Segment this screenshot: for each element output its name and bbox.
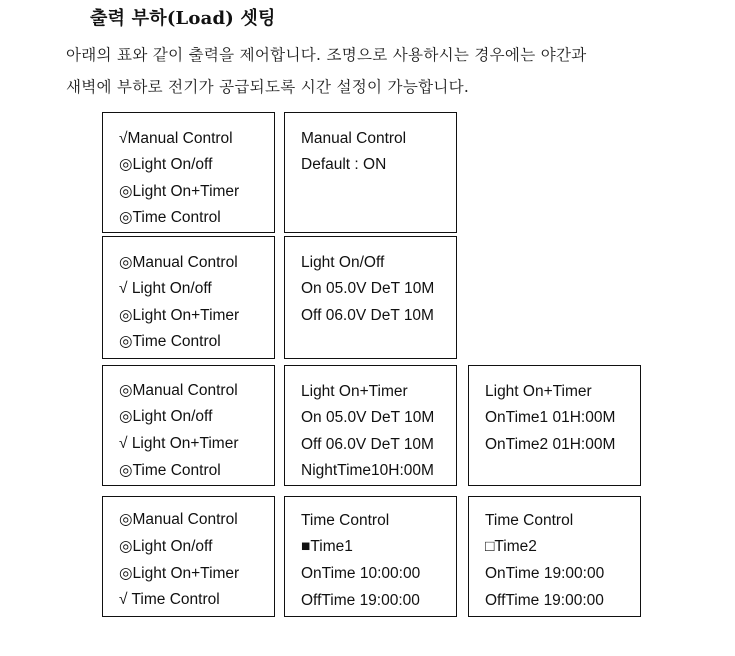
- detail-box-time-control-time1: [284, 496, 457, 617]
- extra-box-time-control-time2: [468, 496, 641, 617]
- extra-line: □Time2: [485, 538, 537, 555]
- detail-line: Off 06.0V DeT 10M: [301, 436, 434, 453]
- menu-box-light-onoff-selected: [102, 236, 275, 359]
- menu-line: ◎Time Control: [119, 462, 221, 479]
- menu-box-manual-control-selected: [102, 112, 275, 233]
- detail-line: Light On/Off: [301, 254, 385, 271]
- detail-line: Off 06.0V DeT 10M: [301, 307, 434, 324]
- detail-line: On 05.0V DeT 10M: [301, 409, 435, 426]
- extra-line: OffTime 19:00:00: [485, 592, 604, 609]
- detail-line: Default : ON: [301, 156, 387, 173]
- menu-line: √ Time Control: [119, 591, 220, 608]
- menu-line: ◎Time Control: [119, 209, 221, 226]
- extra-line: OnTime2 01H:00M: [485, 436, 616, 453]
- menu-line: ◎Light On/off: [119, 538, 213, 555]
- menu-line: ◎Manual Control: [119, 254, 238, 271]
- detail-line: OnTime 10:00:00: [301, 565, 421, 582]
- menu-line: ◎Light On/off: [119, 408, 213, 425]
- extra-box-light-on-timer: [468, 365, 641, 486]
- menu-box-time-control-selected: [102, 496, 275, 617]
- extra-line: OnTime 19:00:00: [485, 565, 605, 582]
- menu-line: √ Light On/off: [119, 280, 212, 297]
- menu-line: ◎Time Control: [119, 333, 221, 350]
- detail-line: ■Time1: [301, 538, 353, 555]
- menu-line: ◎Light On+Timer: [119, 307, 240, 324]
- menu-line: ◎Light On+Timer: [119, 565, 240, 582]
- description-line-1: 아래의 표와 같이 출력을 제어합니다. 조명으로 사용하시는 경우에는 야간과: [66, 46, 587, 64]
- detail-line: Manual Control: [301, 130, 407, 147]
- menu-line: ◎Manual Control: [119, 382, 238, 399]
- detail-box-light-on-timer: [284, 365, 457, 486]
- detail-line: Light On+Timer: [301, 383, 408, 400]
- detail-box-manual-control: [284, 112, 457, 233]
- detail-line: On 05.0V DeT 10M: [301, 280, 435, 297]
- menu-line: ◎Light On+Timer: [119, 183, 240, 200]
- detail-box-light-onoff: [284, 236, 457, 359]
- extra-line: Light On+Timer: [485, 383, 592, 400]
- detail-line: NightTime10H:00M: [301, 462, 434, 479]
- detail-line: Time Control: [301, 512, 390, 529]
- extra-line: Time Control: [485, 512, 574, 529]
- menu-line: √Manual Control: [119, 130, 233, 147]
- detail-line: OffTime 19:00:00: [301, 592, 420, 609]
- description-line-2: 새벽에 부하로 전기가 공급되도록 시간 설정이 가능합니다.: [66, 78, 470, 96]
- menu-line: ◎Light On/off: [119, 156, 213, 173]
- menu-line: ◎Manual Control: [119, 511, 238, 528]
- extra-line: OnTime1 01H:00M: [485, 409, 616, 426]
- section-title: 출력 부하(Load) 셋팅: [90, 8, 276, 29]
- menu-line: √ Light On+Timer: [119, 435, 239, 452]
- menu-box-light-on-timer-selected: [102, 365, 275, 486]
